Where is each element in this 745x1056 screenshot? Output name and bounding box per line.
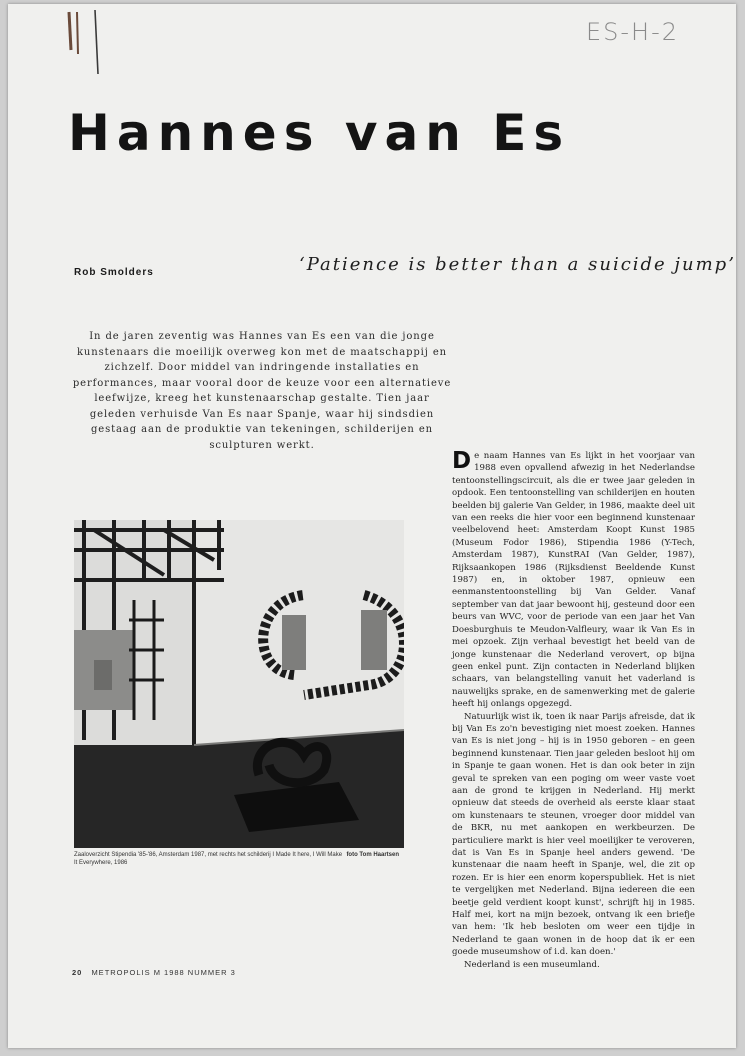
body-text-column: [452, 450, 695, 971]
photo-credit: foto Tom Haartsen: [346, 852, 399, 858]
author-byline: Rob Smolders: [74, 267, 154, 278]
body-paragraph: [452, 450, 695, 711]
body-paragraph-1-text: e naam Hannes van Es lijkt in het voorjaar van 1988 even opvallend afwezig in het Nederlandse tentoonstellingscircuit, als die er twee jaar geleden in opdook. Een tentoonstelling van schilderijen en houten beelden bij galerie Van Gelder, in 1986, maakte deel uit van een reeks die hier voor een beginnend kunstenaar veelbelovend heet: Amsterdam Koopt Kunst 1985 (Museum Fodor 1986), Stipendia 1986 (Y-Tech, Amsterdam 1987), KunstRAI (Van Gelder, 1987), Rijksaankopen 1986 (Rijksdienst Beeldende Kunst 1987) en, in oktober 1987, opnieuw een eenmanstentoonstelling bij Van Gelder. Vanaf september van dat jaar bewoont hij, gesteund door een beurs van WVC, voor de periode van een jaar het Van Doesburghuis te Meudon-Valfleury, waar ik Van Es in mei opzoek. Zijn verhaal bevestigt het beeld van de jonge kunstenaar die Nederland verovert, op bijna geen enkel punt. Zijn contacten in Nederland blijken schaars, van belangstelling vanuit het vaderland is nauwelijks sprake, en de samenwerking met de galerie heeft hij onlangs opgezegd.: [452, 451, 695, 710]
page-number: 20: [72, 968, 83, 977]
publication-name: METROPOLIS M 1988 NUMMER 3: [91, 968, 236, 977]
article-title: Hannes van Es: [68, 104, 571, 162]
caption-text: Zaaloverzicht Stipendia '85-'86, Amsterdam 1987, met rechts het schilderij I Made It here, I Will Make It Everywhere, 1986: [74, 852, 343, 866]
magazine-page: [8, 4, 736, 1048]
handwritten-strokes: [65, 10, 115, 80]
exhibition-photo: [74, 520, 404, 848]
handwritten-archive-code: ES-H-2: [586, 18, 680, 46]
page-footer: [72, 968, 236, 977]
drop-cap: D: [452, 448, 472, 474]
body-paragraph-3: Nederland is een museumland.: [464, 959, 600, 970]
body-paragraph-2: Natuurlijk wist ik, toen ik naar Parijs afreisde, dat ik bij Van Es zo'n bevestiging niet moest zoeken. Hannes van Es is niet jong – hij is in 1950 geboren – en geen beginnend kunstenaar. Tien jaar geleden besloot hij om in Spanje te gaan wonen. Het is dan ook beter in zijn geval te spreken van een poging om weer vaste voet aan de grond te krijgen in Nederland. Hij merkt opnieuw dat steeds de overheid als eerste klaar staat om kunstenaars te steunen, vroeger door middel van de BKR, nu met aankopen en werkbeurzen. De particuliere markt is hier veel moeilijker te veroveren, dat is Van Es in Spanje heel anders gewend. 'De kunstenaar die naam heeft in Spanje, wel, die zit op rozen. Er is hier een enorm koperspubliek. Het is niet te vergelijken met Nederland. Bijna iedereen die een beetje geld verdient koopt kunst', schrijft hij in 1985. Half mei, kort na mijn bezoek, ontvang ik een briefje van hem: 'Ik heb besloten om weer een tijdje in Nederland te gaan wonen in de hoop dat ik er een goede museumshow of i.d. kan doen.': [452, 711, 695, 958]
pull-quote: ‘Patience is better than a suicide jump’: [299, 254, 736, 275]
photo-caption: [74, 851, 399, 867]
intro-paragraph: In de jaren zeventig was Hannes van Es een van die jonge kunstenaars die moeilijk overweg kon met de maatschappij en zichzelf. Door middel van indringende installaties en performances, maar vooral door de keuze voor een alternatieve leefwijze, kreeg het kunstenaarschap gestalte. Tien jaar geleden verhuisde Van Es naar Spanje, waar hij sindsdien gestaag aan de produktie van tekeningen, schilderijen en sculpturen werkt.: [72, 331, 452, 451]
